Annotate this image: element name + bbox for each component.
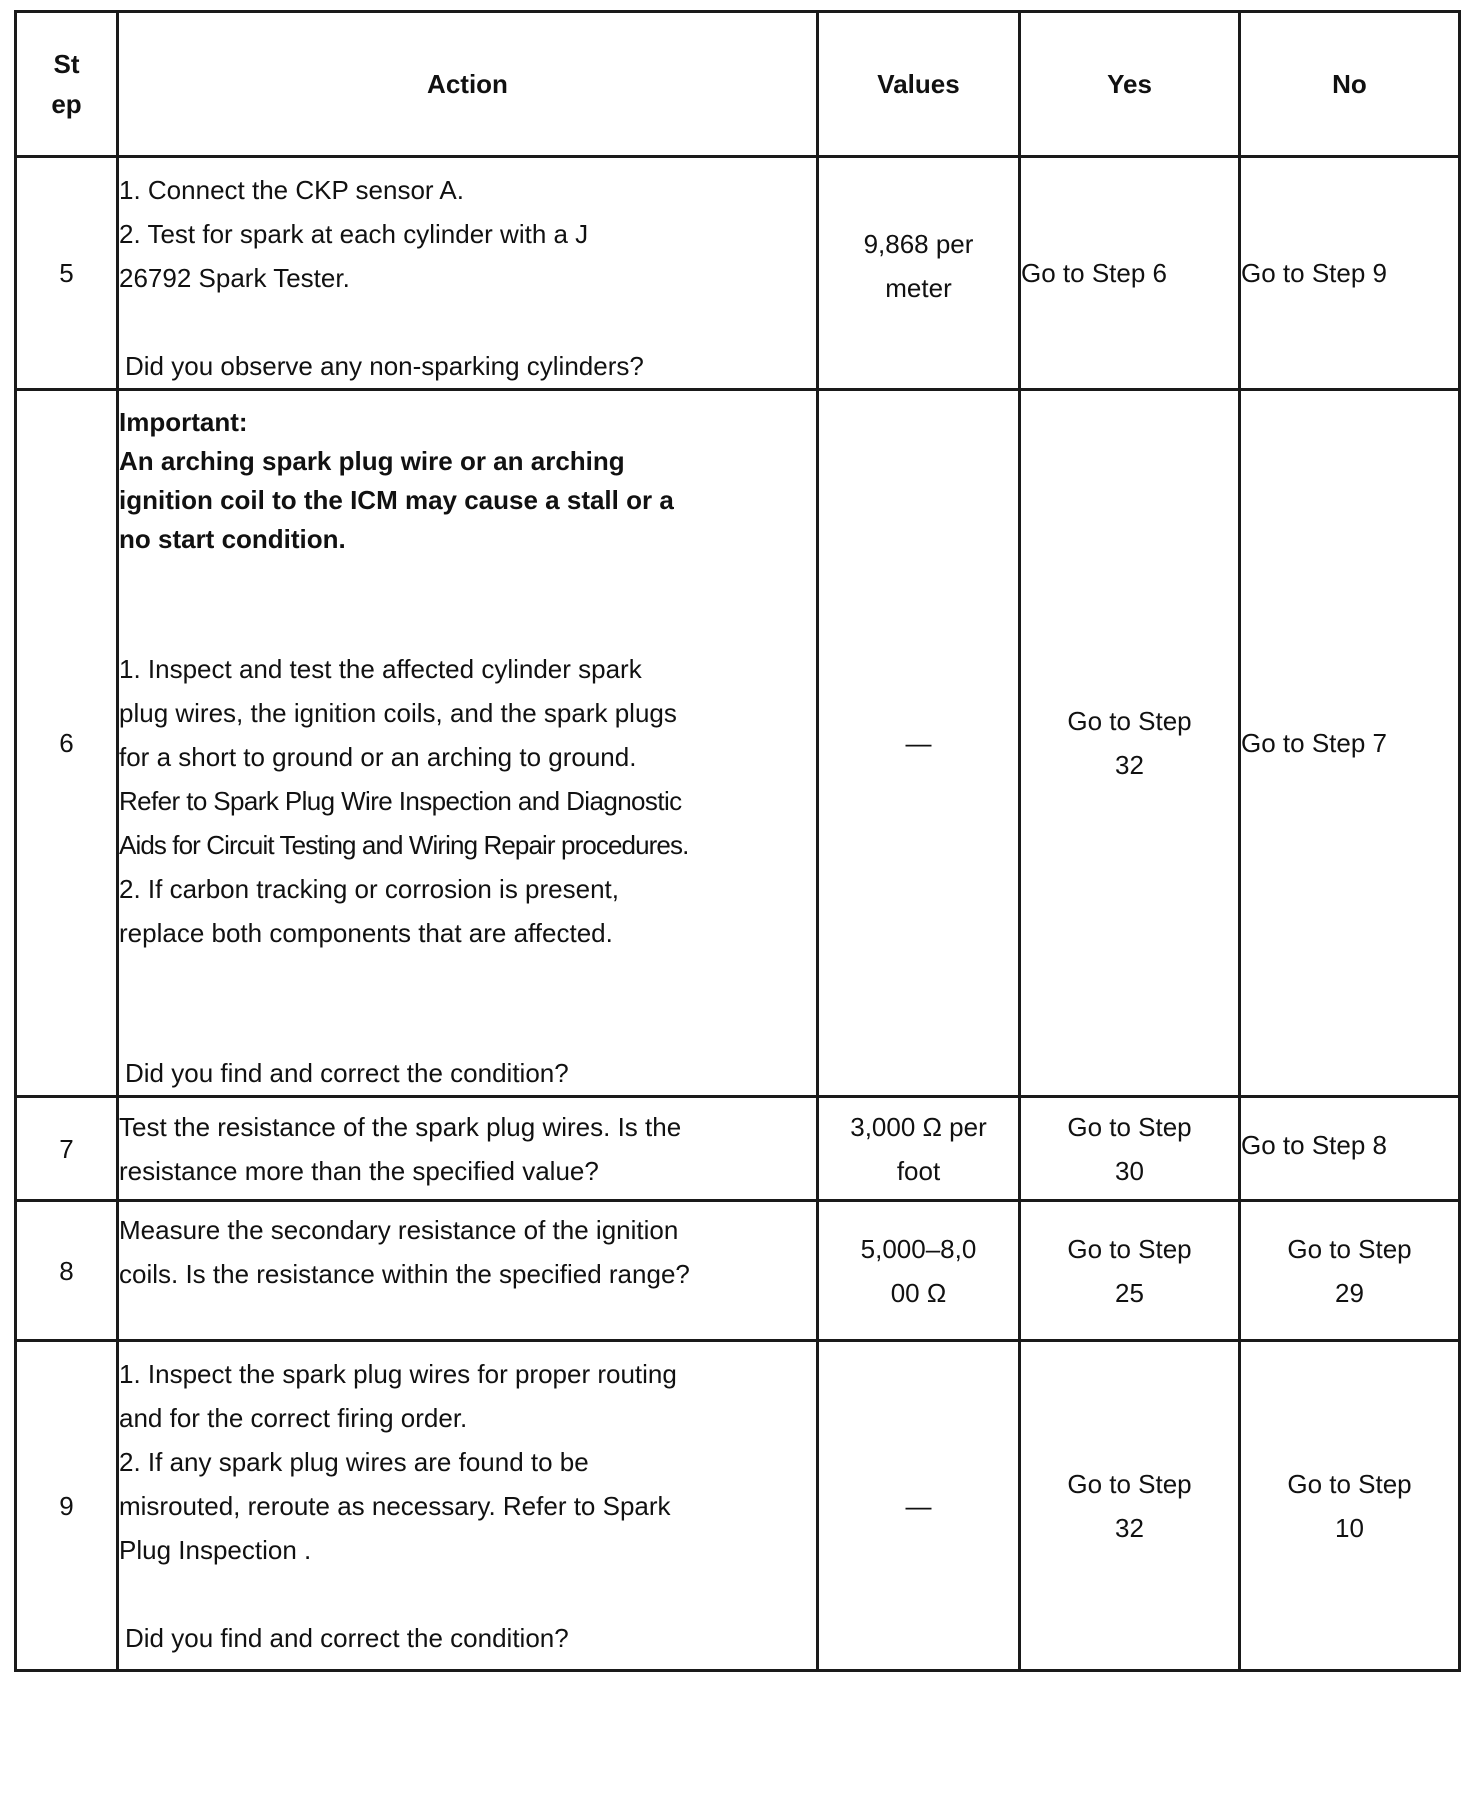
step-number: 7 xyxy=(16,1097,118,1201)
action-question: Did you observe any non-sparking cylinders? xyxy=(125,351,644,381)
action-line: plug wires, the ignition coils, and the spark plugs xyxy=(119,698,677,728)
values-line: 5,000–8,0 xyxy=(860,1233,977,1264)
action-line: Measure the secondary resistance of the ignition xyxy=(119,1215,679,1245)
table-row-step-7 xyxy=(16,1097,1460,1201)
important-line: An arching spark plug wire or an arching xyxy=(119,446,625,476)
yes-cell xyxy=(1020,1201,1240,1341)
header-step xyxy=(16,12,118,157)
header-step-line2: ep xyxy=(51,89,82,119)
action-line: 26792 Spark Tester. xyxy=(119,263,350,293)
header-action: Action xyxy=(118,12,818,157)
values-cell xyxy=(818,1201,1020,1341)
diagnostic-table xyxy=(14,10,1461,1672)
values-line: — xyxy=(905,728,932,758)
values-cell xyxy=(818,1097,1020,1201)
action-cell xyxy=(118,1201,818,1341)
action-line: Test the resistance of the spark plug wires. Is the xyxy=(119,1111,682,1142)
yes-line: Go to Step xyxy=(1067,1111,1192,1142)
values-cell xyxy=(818,157,1020,390)
no-line: 29 xyxy=(1335,1277,1364,1308)
action-question: Did you find and correct the condition? xyxy=(125,1623,569,1653)
action-line: Plug Inspection . xyxy=(119,1535,312,1565)
action-line: Refer to Spark Plug Wire Inspection and Diagnostic xyxy=(119,786,682,816)
no-cell xyxy=(1240,157,1460,390)
action-line: Aids for Circuit Testing and Wiring Repair procedures. xyxy=(119,830,689,860)
yes-line: Go to Step xyxy=(1067,1468,1192,1499)
header-step-line1: St xyxy=(53,49,80,79)
yes-cell xyxy=(1020,1097,1240,1201)
action-line: 2. If any spark plug wires are found to be xyxy=(119,1447,589,1477)
yes-line: 25 xyxy=(1115,1277,1144,1308)
action-line: resistance more than the specified value? xyxy=(119,1155,599,1186)
action-line: coils. Is the resistance within the specified range? xyxy=(119,1259,690,1289)
important-line: Important: xyxy=(119,407,248,437)
values-line: — xyxy=(905,1490,932,1521)
no-cell xyxy=(1240,1341,1460,1671)
values-line: 3,000 Ω per xyxy=(850,1111,987,1142)
no-line: Go to Step xyxy=(1287,1468,1412,1499)
action-line: and for the correct firing order. xyxy=(119,1403,468,1433)
yes-line: Go to Step 6 xyxy=(1021,258,1167,288)
no-cell xyxy=(1240,390,1460,1097)
yes-cell xyxy=(1020,390,1240,1097)
action-line: for a short to ground or an arching to ground. xyxy=(119,742,637,772)
action-cell xyxy=(118,157,818,390)
action-cell xyxy=(118,390,818,1097)
no-line: Go to Step 8 xyxy=(1241,1129,1387,1160)
header-row xyxy=(16,12,1460,157)
values-cell xyxy=(818,390,1020,1097)
action-line: replace both components that are affected. xyxy=(119,918,613,948)
table-row-step-8 xyxy=(16,1201,1460,1341)
action-cell xyxy=(118,1097,818,1201)
values-line: meter xyxy=(885,273,952,303)
header-no: No xyxy=(1240,12,1460,157)
no-line: Go to Step xyxy=(1287,1233,1412,1264)
yes-cell xyxy=(1020,1341,1240,1671)
yes-line: Go to Step xyxy=(1067,1233,1192,1264)
step-number: 6 xyxy=(16,390,118,1097)
no-line: Go to Step 7 xyxy=(1241,728,1387,758)
step-number: 9 xyxy=(16,1341,118,1671)
important-note xyxy=(119,403,816,559)
action-line: 1. Inspect and test the affected cylinder spark xyxy=(119,654,642,684)
action-line: 1. Inspect the spark plug wires for proper routing xyxy=(119,1359,677,1389)
no-cell xyxy=(1240,1201,1460,1341)
values-cell xyxy=(818,1341,1020,1671)
action-question: Did you find and correct the condition? xyxy=(125,1058,569,1088)
action-line: 2. If carbon tracking or corrosion is present, xyxy=(119,874,620,904)
yes-line: 32 xyxy=(1115,750,1144,780)
important-line: no start condition. xyxy=(119,524,346,554)
no-line: 10 xyxy=(1335,1512,1364,1543)
step-number: 5 xyxy=(16,157,118,390)
yes-line: Go to Step xyxy=(1067,706,1192,736)
no-line: Go to Step 9 xyxy=(1241,258,1387,288)
table-row-step-6 xyxy=(16,390,1460,1097)
yes-cell xyxy=(1020,157,1240,390)
yes-line: 30 xyxy=(1115,1155,1144,1186)
header-values: Values xyxy=(818,12,1020,157)
values-line: foot xyxy=(896,1155,941,1186)
action-line: 1. Connect the CKP sensor A. xyxy=(119,175,464,205)
table-row-step-5 xyxy=(16,157,1460,390)
values-line: 00 Ω xyxy=(890,1277,947,1308)
yes-line: 32 xyxy=(1115,1512,1144,1543)
table-row-step-9 xyxy=(16,1341,1460,1671)
values-line: 9,868 per xyxy=(863,229,974,259)
header-yes: Yes xyxy=(1020,12,1240,157)
step-number: 8 xyxy=(16,1201,118,1341)
important-line: ignition coil to the ICM may cause a stall or a xyxy=(119,485,674,515)
action-line: misrouted, reroute as necessary. Refer to Spark xyxy=(119,1491,671,1521)
no-cell xyxy=(1240,1097,1460,1201)
action-line: 2. Test for spark at each cylinder with a J xyxy=(119,219,589,249)
action-cell xyxy=(118,1341,818,1671)
